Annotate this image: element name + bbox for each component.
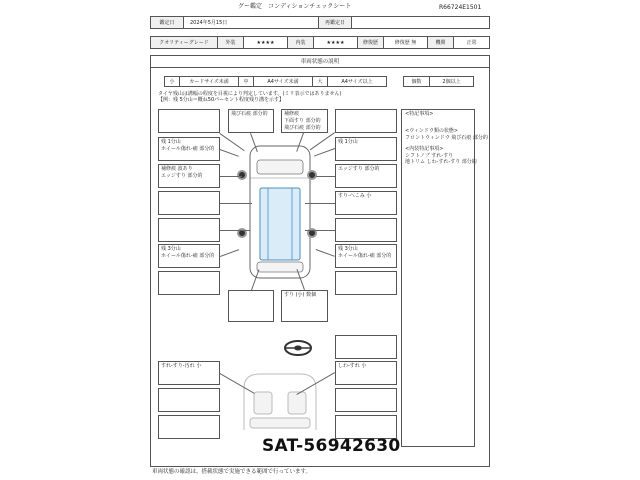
- exterior-label: 外装: [217, 36, 244, 49]
- box-front-center-top-text: 補修痕 下面すり 部分的 飛び石痕 部分的: [284, 111, 321, 131]
- quality-label: クオリティーグレード: [150, 36, 218, 49]
- sheet-title: グー鑑定 コンディションチェックシート: [238, 3, 352, 10]
- box-right-front-top: [335, 109, 397, 133]
- tread-note-1: タイヤ残山は溝幅の程度を目視により判定しています。(ミリ表示ではありません): [158, 91, 342, 97]
- box-right-side-text: エッジすり 部分的: [338, 166, 380, 172]
- tread-note-2: 【例：残 5分山＝概ね50パーセント程度残り溝を示す】: [158, 97, 285, 103]
- remarks-interior-title: <内装特記事項>: [405, 146, 444, 152]
- meter-label: 機関: [427, 36, 454, 49]
- front-right-wheel-icon: [307, 170, 317, 180]
- remarks-title: <特記事項>: [405, 111, 434, 117]
- reinspection-label: 再鑑定日: [318, 16, 352, 29]
- box-left-front-wheel-text: 残 1分山 ホイール傷れ-痛 部分的: [161, 139, 215, 152]
- inspection-date: 2024年5月15日: [183, 16, 319, 29]
- legend-large: 大: [312, 76, 328, 87]
- box-right-lower: [335, 218, 397, 242]
- box-rear-left: [228, 290, 274, 322]
- remarks-window-title: <ウィンドウ類の状態>: [405, 128, 459, 134]
- box-interior-top-right: [335, 335, 397, 359]
- meter-value: 正常: [453, 36, 490, 49]
- box-rear-center-text: すり (小) 数個: [284, 292, 317, 298]
- box-front-left-top-text: 飛び石痕 部分的: [231, 111, 268, 117]
- section-title: 車両状態の説明: [150, 55, 490, 68]
- front-left-wheel-icon: [237, 170, 247, 180]
- legend-large-desc: A4サイズ以上: [327, 76, 387, 87]
- sheet-code: R66724E1501: [439, 4, 482, 11]
- legend-small: 小: [164, 76, 180, 87]
- inspection-date-label: 鑑定日: [150, 16, 184, 29]
- box-left-mid: [158, 191, 220, 215]
- repair-history-label: 修復歴: [357, 36, 384, 49]
- remarks-window-text: フロントウィンドウ 飛び石痕 部分的: [405, 135, 488, 141]
- stamp-id: SAT-56942630: [262, 436, 401, 456]
- box-left-side-text: 補修痕 波あり エッジすり 部分的: [161, 166, 203, 179]
- box-left-lower: [158, 218, 220, 242]
- legend-medium: 中: [238, 76, 254, 87]
- box-interior-left-2: [158, 388, 220, 412]
- interior-seat-diagram: [236, 370, 324, 434]
- box-interior-right-text: しわ-すれ 小: [338, 363, 367, 369]
- remarks-interior-line2: 地トリム しわ-すれ-すり 部分的: [405, 159, 477, 165]
- interior-rating: ★★★★: [313, 36, 358, 49]
- legend-count-label: 個数: [403, 76, 430, 87]
- legend-small-desc: カードサイズ未満: [179, 76, 239, 87]
- legend-medium-desc: A4サイズ未満: [253, 76, 313, 87]
- box-right-front-wheel-text: 残 1分山: [338, 139, 358, 145]
- box-right-mid-text: すり-へこみ 小: [338, 193, 372, 199]
- reinspection-value: [351, 16, 490, 29]
- exterior-rating: ★★★★: [243, 36, 288, 49]
- interior-label: 内装: [287, 36, 314, 49]
- box-interior-right-2: [335, 388, 397, 412]
- car-top-view-diagram: [230, 138, 330, 288]
- repair-history-value: 修復歴 無: [383, 36, 428, 49]
- steering-wheel-icon: [283, 338, 313, 358]
- footer-note: 車両状態の確認は、搭載状態で実施できる範囲で行っています。: [152, 469, 312, 475]
- box-right-rear-wheel-text: 残 3分山 ホイール傷れ-痛 部分的: [338, 246, 392, 259]
- box-front-left-top: [158, 109, 220, 133]
- box-left-rear: [158, 271, 220, 295]
- box-interior-left-3: [158, 415, 220, 439]
- box-right-rear: [335, 271, 397, 295]
- remarks-interior-line1: シフトノブ すれ-すり: [405, 153, 454, 159]
- box-left-rear-wheel-text: 残 3分山 ホイール傷れ-痛 部分的: [161, 246, 215, 259]
- box-interior-left-text: すれ-すり-汚れ 小: [161, 363, 202, 369]
- legend-count-value: 2個以上: [429, 76, 474, 87]
